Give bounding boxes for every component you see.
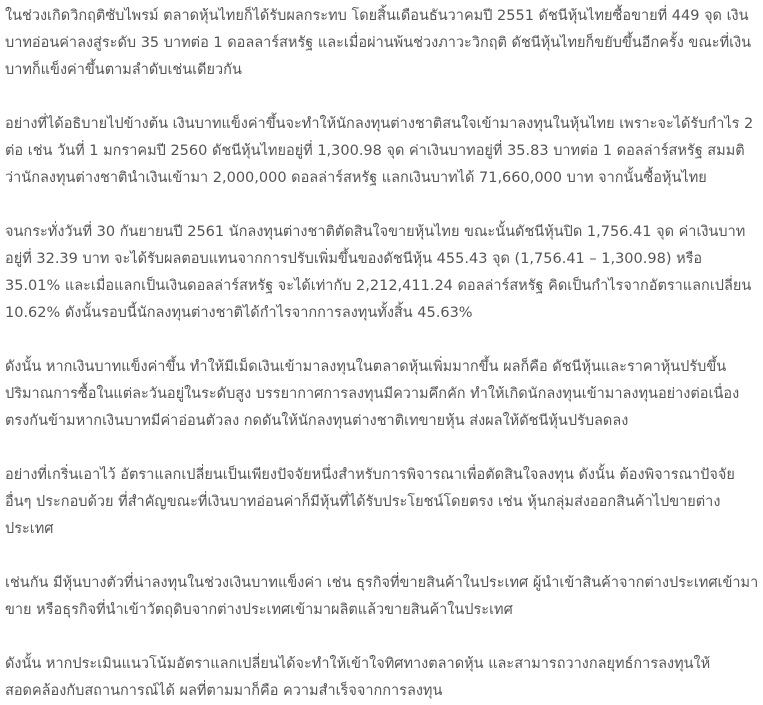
- paragraph-conclusion: ดังนั้น หากประเมินแนวโน้มอัตราแลกเปลี่ยนได้จะทำให้เข้าใจทิศทางตลาดหุ้น และสามารถวางกลยุทธ์การลงทุนให้สอดคล้องกับสถานการณ์ได้ ผลที่ตามมาก็คือ ความสำเร็จจากการลงทุน: [5, 656, 711, 699]
- paragraph-foreign-investor-sale: จนกระทั่งวันที่ 30 กันยายนปี 2561 นักลงทุนต่างชาติตัดสินใจขายหุ้นไทย ขณะนั้นดัชนีหุ้นปิด 1,756.41 จุด ค่าเงินบาทอยู่ที่ 32.39 บาท จะได้รับผลตอบแทนจากการปรับเพิ่มขึ้นของดัชนีหุ้น 455.43 จุด (1,756.41 – 1,300.98) หรือ 35.01% และเมื่อแลกเป็นเงินดอลล่าร์สหรัฐ จะได้เท่ากับ 2,212,411.24 ดอลล่าร์สหรัฐ คิดเป็นกำไรจากอัตราแลกเปลี่ยน 10.62% ดังนั้นรอบนี้นักลงทุนต่างชาติได้กำไรจากการลงทุนทั้งสิ้น 45.63%: [5, 224, 752, 321]
- paragraph-strong-baht-effect: ดังนั้น หากเงินบาทแข็งค่าขึ้น ทำให้มีเม็ดเงินเข้ามาลงทุนในตลาดหุ้นเพิ่มมากขึ้น ผลก็คือ ดัชนีหุ้นและราคาหุ้นปรับขึ้น ปริมาณการซื้อในแต่ละวันอยู่ในระดับสูง บรรยากาศการลงทุนมีความคึกคัก ทำให้เกิดนักลงทุนเข้ามาลงทุนอย่างต่อเนื่อง ตรงกันข้ามหากเงินบาทมีค่าอ่อนตัวลง กดดันให้นักลงทุนต่างชาติเทขายหุ้น ส่งผลให้ดัชนีหุ้นปรับลดลง: [5, 359, 740, 429]
- paragraph-other-factors: อย่างที่เกริ่นเอาไว้ อัตราแลกเปลี่ยนเป็นเพียงปัจจัยหนึ่งสำหรับการพิจารณาเพื่อตัดสินใจลงทุน ดังนั้น ต้องพิจารณาปัจจัยอื่นๆ ประกอบด้วย ที่สำคัญขณะที่เงินบาทอ่อนค่าก็มีหุ้นที่ได้รับประโยชน์โดยตรง เช่น หุ้นกลุ่มส่งออกสินค้าไปขายต่างประเทศ: [5, 467, 735, 537]
- paragraph-double-profit-example: อย่างที่ได้อธิบายไปข้างต้น เงินบาทแข็งค่าขึ้นจะทำให้นักลงทุนต่างชาติสนใจเข้ามาลงทุนในหุ้นไทย เพราะจะได้รับกำไร 2 ต่อ เช่น วันที่ 1 มกราคมปี 2560 ดัชนีหุ้นไทยอยู่ที่ 1,300.98 จุด ค่าเงินบาทอยู่ที่ 35.83 บาทต่อ 1 ดอลล่าร์สหรัฐ สมมติว่านักลงทุนต่างชาตินำเงินเข้ามา 2,000,000 ดอลล่าร์สหรัฐ แลกเงินบาทได้ 71,660,000 บาท จากนั้นซื้อหุ้นไทย: [5, 116, 754, 186]
- paragraph-subprime-crisis: ในช่วงเกิดวิกฤติซับไพรม์ ตลาดหุ้นไทยก็ได้รับผลกระทบ โดยสิ้นเดือนธันวาคมปี 2551 ดัชนีหุ้นไทยซื้อขายที่ 449 จุด เงินบาทอ่อนค่าลงสู่ระดับ 35 บาทต่อ 1 ดอลลาร์สหรัฐ และเมื่อผ่านพ้นช่วงภาวะวิกฤติ ดัชนีหุ้นไทยก็ขยับขึ้นอีกครั้ง ขณะที่เงินบาทก็แข็งค่าขึ้นตามลำดับเช่นเดียวกัน: [5, 8, 752, 78]
- paragraph-strong-baht-stocks: เช่นกัน มีหุ้นบางตัวที่น่าลงทุนในช่วงเงินบาทแข็งค่า เช่น ธุรกิจที่ขายสินค้าในประเทศ ผู้นำเข้าสินค้าจากต่างประเทศเข้ามาขาย หรือธุรกิจที่นำเข้าวัตถุดิบจากต่างประเทศเข้ามาผลิตแล้วขายสินค้าในประเทศ: [5, 575, 759, 618]
- article-body: [5, 0, 760, 705]
